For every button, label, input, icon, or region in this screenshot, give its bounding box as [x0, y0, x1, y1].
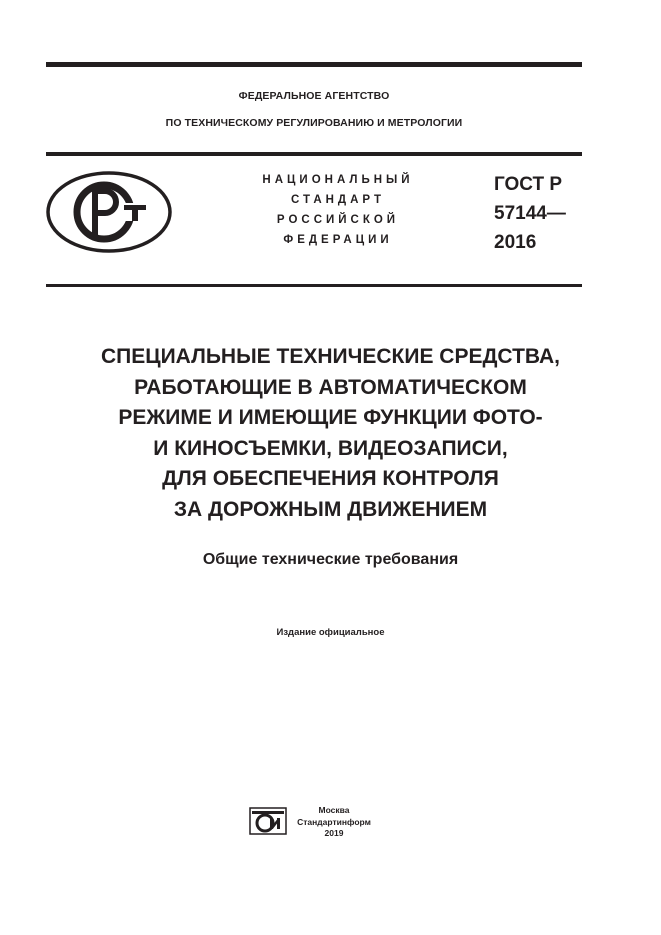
- designation-line-1: ГОСТ Р: [494, 174, 563, 195]
- edition-note: Издание официальное: [276, 627, 385, 638]
- agency-line-2: ПО ТЕХНИЧЕСКОМУ РЕГУЛИРОВАНИЮ И МЕТРОЛОГИИ: [165, 117, 463, 129]
- title-line-6: ЗА ДОРОЖНЫМ ДВИЖЕНИЕМ: [173, 497, 488, 521]
- publisher-year: 2019: [324, 828, 344, 838]
- title-line-1: СПЕЦИАЛЬНЫЕ ТЕХНИЧЕСКИЕ СРЕДСТВА,: [100, 345, 561, 368]
- title-rule: [46, 284, 582, 287]
- top-rule: [46, 62, 582, 67]
- title-line-2: РАБОТАЮЩИЕ В АВТОМАТИЧЕСКОМ: [134, 375, 527, 399]
- standartinform-logo-icon: [249, 807, 287, 835]
- standard-label-line-1: НАЦИОНАЛЬНЫЙ: [262, 174, 414, 186]
- publisher-block: [297, 805, 371, 840]
- designation-line-2: 57144—: [494, 203, 566, 224]
- title-line-5: ДЛЯ ОБЕСПЕЧЕНИЯ КОНТРОЛЯ: [162, 467, 499, 490]
- standard-label-line-2: СТАНДАРТ: [291, 194, 385, 206]
- national-standard-label: [222, 170, 454, 250]
- standard-label-line-4: ФЕДЕРАЦИИ: [283, 234, 393, 246]
- publisher-name: Стандартинформ: [297, 816, 371, 827]
- title-line-3: РЕЖИМЕ И ИМЕЮЩИЕ ФУНКЦИИ ФОТО-: [118, 406, 543, 429]
- agency-line-1: ФЕДЕРАЛЬНОЕ АГЕНТСТВО: [238, 90, 390, 102]
- rst-circle-logo-icon: [44, 170, 174, 254]
- publisher-city: Москва: [318, 805, 350, 815]
- title-line-4: И КИНОСЪЕМКИ, ВИДЕОЗАПИСИ,: [153, 436, 508, 460]
- standard-label-line-3: РОССИЙСКОЙ: [276, 214, 400, 226]
- designation-line-3: 2016: [494, 232, 537, 253]
- standard-designation: [494, 170, 566, 257]
- document-title: [30, 342, 631, 525]
- document-subtitle: Общие технические требования: [202, 551, 459, 568]
- header-rule: [46, 152, 582, 156]
